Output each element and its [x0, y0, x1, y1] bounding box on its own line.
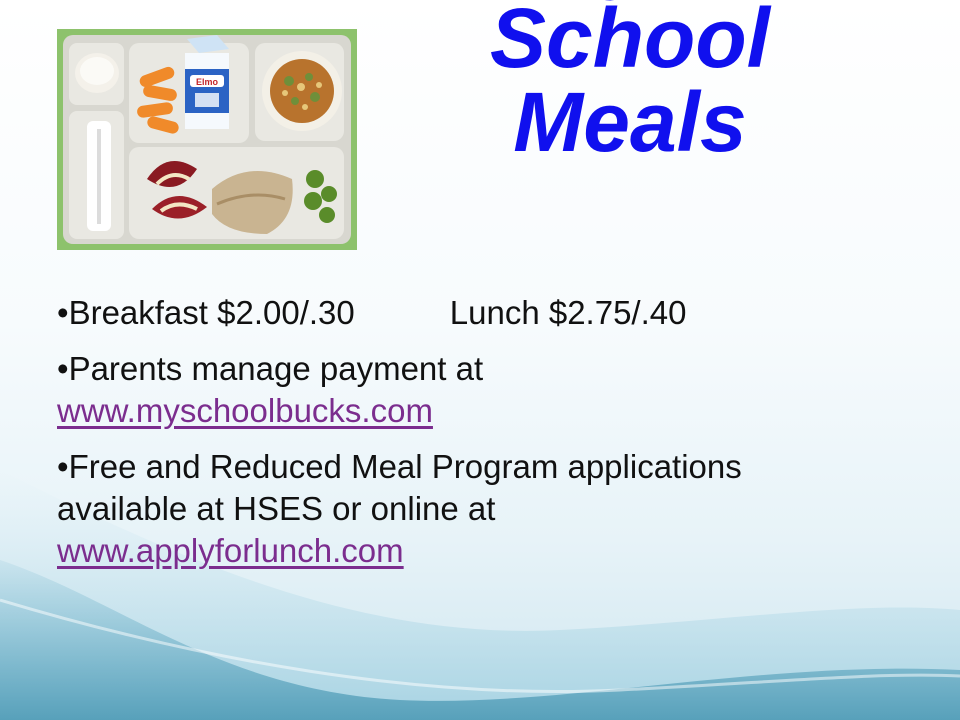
free-reduced-text-line-2: available at HSES or online at: [57, 490, 496, 527]
bullet-prices: [57, 292, 947, 334]
breakfast-price: Breakfast $2.00/.30: [68, 294, 355, 331]
svg-text:Elmo: Elmo: [195, 77, 219, 87]
school-lunch-tray-photo: [57, 29, 357, 250]
bullet-marker: •: [57, 350, 69, 387]
bullet-marker: •: [57, 294, 69, 331]
bullet-free-reduced: [57, 446, 947, 572]
bullet-marker: •: [57, 448, 69, 485]
myschoolbucks-link[interactable]: www.myschoolbucks.com: [57, 392, 433, 429]
payment-text: Parents manage payment at: [68, 350, 484, 387]
slide-title: [440, 0, 820, 169]
bullet-list: [57, 292, 947, 586]
free-reduced-text-line-1: Free and Reduced Meal Program applications: [68, 448, 742, 485]
bullet-payment: [57, 348, 947, 432]
title-line-2: School: [489, 0, 770, 85]
title-line-3: Meals: [513, 75, 747, 169]
applyforlunch-link[interactable]: www.applyforlunch.com: [57, 532, 404, 569]
lunch-price: Lunch $2.75/.40: [449, 294, 687, 331]
